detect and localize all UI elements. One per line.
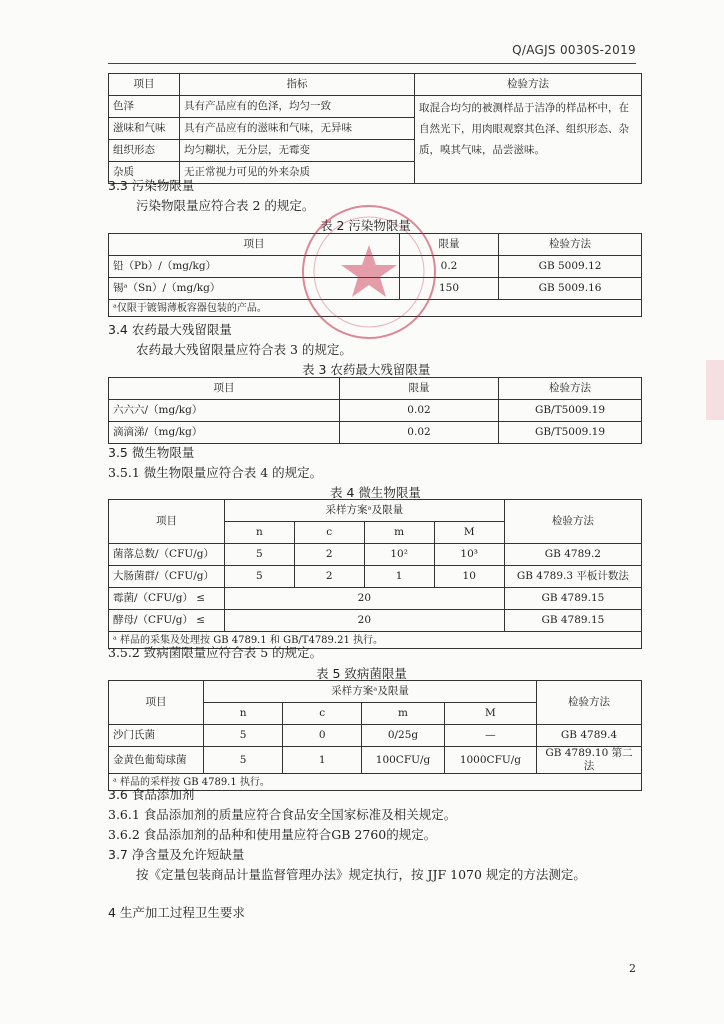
- paragraph: 农药最大残留限量应符合表 3 的规定。: [136, 342, 352, 357]
- cell-item: 酵母/（CFU/g） ≤: [109, 610, 225, 632]
- cell-method: GB 4789.2: [504, 544, 641, 566]
- col-header-M: M: [444, 703, 536, 725]
- cell-item: 铅（Pb）/（mg/kg）: [109, 256, 400, 278]
- paragraph: 3.5.2 致病菌限量应符合表 5 的规定。: [108, 645, 323, 660]
- col-header-M: M: [434, 522, 504, 544]
- cell-method: GB 4789.15: [504, 588, 641, 610]
- cell-m: 1: [364, 566, 434, 588]
- col-header-limit: 限量: [340, 378, 499, 400]
- section-heading: 3.5 微生物限量: [108, 445, 195, 460]
- col-header-limit: 限量: [400, 234, 499, 256]
- cell-item: 大肠菌群/（CFU/g）: [109, 566, 225, 588]
- cell-item: 滴滴涕/（mg/kg）: [109, 422, 340, 444]
- col-header-m: m: [364, 522, 434, 544]
- cell-m: 0/25g: [362, 725, 445, 747]
- cell-method: GB 4789.4: [537, 725, 642, 747]
- microbial-table: [108, 499, 642, 649]
- cell-M: —: [444, 725, 536, 747]
- paragraph: 3.6.1 食品添加剂的质量应符合食品安全国家标准及相关规定。: [108, 807, 457, 822]
- cell-item: 锡ᵃ（Sn）/（mg/kg）: [109, 278, 400, 300]
- official-seal: [302, 205, 436, 339]
- section-heading: 3.7 净含量及允许短缺量: [108, 847, 245, 862]
- paragraph: 按《定量包装商品计量监督管理办法》规定执行，按 JJF 1070 规定的方法测定。: [136, 867, 586, 882]
- pesticide-table: [108, 377, 642, 444]
- cell-item: 菌落总数/（CFU/g）: [109, 544, 225, 566]
- col-header-item: 项目: [109, 74, 180, 96]
- table-row: [109, 747, 642, 774]
- section-heading: 4 生产加工过程卫生要求: [108, 905, 245, 920]
- cell-item: 六六六/（mg/kg）: [109, 400, 340, 422]
- pathogen-table: [108, 680, 642, 791]
- cell-item: 滋味和气味: [109, 118, 180, 140]
- col-header-method: 检验方法: [415, 74, 642, 96]
- document-number: Q/AGJS 0030S-2019: [512, 43, 636, 57]
- col-header-plan: 采样方案ᵃ及限量: [204, 681, 537, 703]
- col-header-n: n: [204, 703, 283, 725]
- table-caption: 表 2 污染物限量: [320, 218, 411, 233]
- cell-method: GB 5009.12: [499, 256, 642, 278]
- cell-item: 杂质: [109, 162, 180, 184]
- table-row: [109, 588, 642, 610]
- section-heading: 3.6 食品添加剂: [108, 787, 195, 802]
- col-header-plan: 采样方案ᵃ及限量: [224, 500, 504, 522]
- cell-item: 金黄色葡萄球菌: [109, 747, 204, 774]
- cell-n: 5: [224, 566, 294, 588]
- cell-indicator: 具有产品应有的滋味和气味，无异味: [180, 118, 415, 140]
- edge-seal: [706, 360, 724, 420]
- cell-method: GB 4789.3 平板计数法: [504, 566, 641, 588]
- cell-item: 色泽: [109, 96, 180, 118]
- table-note: ᵃ 样品的采集及处理按 GB 4789.1 和 GB/T4789.21 执行。: [109, 632, 642, 649]
- cell-limit: 20: [224, 610, 504, 632]
- cell-indicator: 无正常视力可见的外来杂质: [180, 162, 415, 184]
- sensory-table: [108, 73, 642, 184]
- cell-indicator: 均匀糊状，无分层，无霉变: [180, 140, 415, 162]
- col-header-method: 检验方法: [499, 378, 642, 400]
- paragraph: 3.5.1 微生物限量应符合表 4 的规定。: [108, 465, 323, 480]
- table-caption: 表 3 农药最大残留限量: [302, 362, 431, 377]
- col-header-item: 项目: [109, 234, 400, 256]
- col-header-n: n: [224, 522, 294, 544]
- table-row: [109, 422, 642, 444]
- cell-method: 取混合均匀的被测样品于洁净的样品杯中，在自然光下，用肉眼观察其色泽、组织形态、杂质，嗅其气味，品尝滋味。: [415, 96, 642, 184]
- table-caption: 表 5 致病菌限量: [316, 666, 407, 681]
- cell-item: 组织形态: [109, 140, 180, 162]
- cell-c: 0: [283, 725, 362, 747]
- cell-method: GB 4789.10 第二法: [537, 747, 642, 774]
- col-header-item: 项目: [109, 681, 204, 725]
- cell-method: GB 5009.16: [499, 278, 642, 300]
- cell-n: 5: [224, 544, 294, 566]
- cell-c: 1: [283, 747, 362, 774]
- table-row: [109, 566, 642, 588]
- col-header-c: c: [294, 522, 364, 544]
- paragraph: 3.6.2 食品添加剂的品种和使用量应符合GB 2760的规定。: [108, 827, 437, 842]
- table-row: [109, 400, 642, 422]
- table-row: [109, 725, 642, 747]
- table-row: [109, 544, 642, 566]
- cell-c: 2: [294, 566, 364, 588]
- section-heading: 3.4 农药最大残留限量: [108, 322, 232, 337]
- cell-limit: 0.2: [400, 256, 499, 278]
- cell-M: 10: [434, 566, 504, 588]
- cell-indicator: 具有产品应有的色泽，均匀一致: [180, 96, 415, 118]
- cell-n: 5: [204, 725, 283, 747]
- cell-limit: 0.02: [340, 422, 499, 444]
- col-header-item: 项目: [109, 378, 340, 400]
- col-header-c: c: [283, 703, 362, 725]
- cell-method: GB/T5009.19: [499, 400, 642, 422]
- table-caption: 表 4 微生物限量: [330, 485, 421, 500]
- cell-item: 霉菌/（CFU/g） ≤: [109, 588, 225, 610]
- col-header-indicator: 指标: [180, 74, 415, 96]
- cell-n: 5: [204, 747, 283, 774]
- cell-method: GB 4789.15: [504, 610, 641, 632]
- cell-method: GB/T5009.19: [499, 422, 642, 444]
- cell-item: 沙门氏菌: [109, 725, 204, 747]
- col-header-method: 检验方法: [504, 500, 641, 544]
- col-header-item: 项目: [109, 500, 225, 544]
- cell-limit: 150: [400, 278, 499, 300]
- cell-M: 10³: [434, 544, 504, 566]
- table-note: ᵃ 样品的采样按 GB 4789.1 执行。: [109, 774, 642, 791]
- col-header-m: m: [362, 703, 445, 725]
- table-note: ᵃ仅限于镀锡薄板容器包装的产品。: [109, 300, 642, 317]
- cell-c: 2: [294, 544, 364, 566]
- star-icon: [304, 207, 434, 337]
- table-row: [109, 96, 642, 118]
- section-heading: 3.3 污染物限量: [108, 178, 195, 193]
- page-number: 2: [629, 962, 636, 975]
- table-row: [109, 610, 642, 632]
- cell-limit: 20: [224, 588, 504, 610]
- cell-m: 100CFU/g: [362, 747, 445, 774]
- cell-M: 1000CFU/g: [444, 747, 536, 774]
- paragraph: 污染物限量应符合表 2 的规定。: [136, 198, 315, 213]
- cell-limit: 0.02: [340, 400, 499, 422]
- cell-m: 10²: [364, 544, 434, 566]
- header-rule: [108, 63, 636, 64]
- col-header-method: 检验方法: [537, 681, 642, 725]
- col-header-method: 检验方法: [499, 234, 642, 256]
